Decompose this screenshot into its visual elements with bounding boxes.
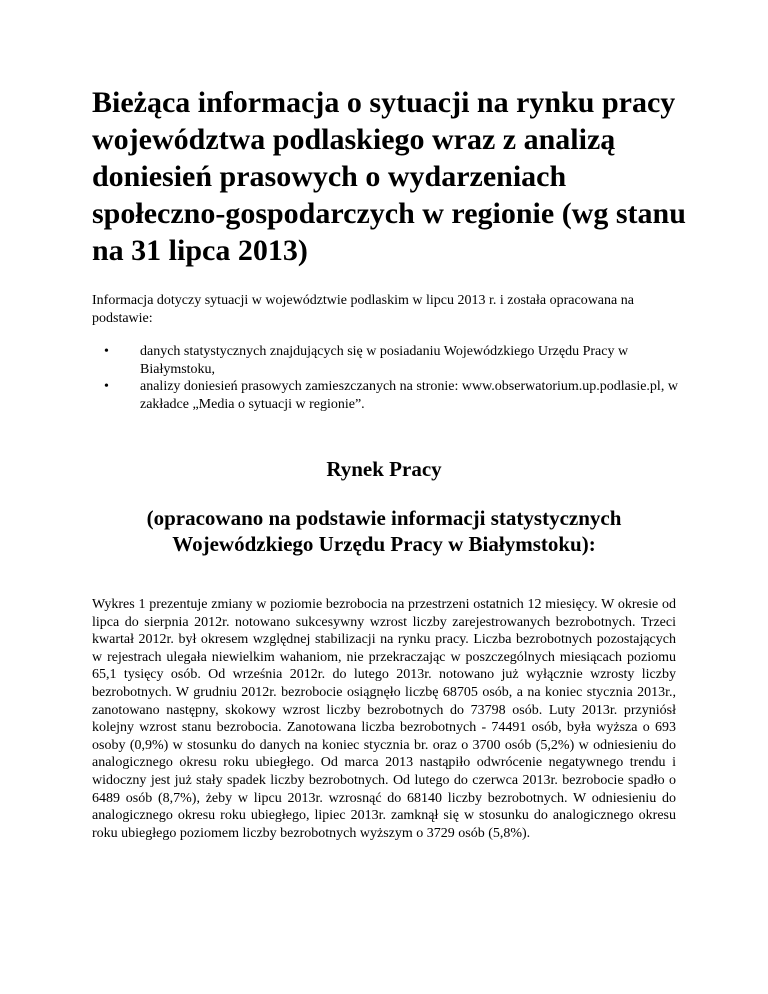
source-list [92, 343, 692, 413]
bullet-icon: • [104, 379, 109, 394]
list-item [92, 378, 692, 413]
bullet-icon: • [104, 344, 109, 359]
list-item-text: analizy doniesień prasowych zamieszczanych na stronie: www.obserwatorium.up.podlasie.pl, w zakładce „Media o sytuacji w regionie”. [140, 379, 678, 412]
document-title: Bieżąca informacja o sytuacji na rynku pracy województwa podlaskiego wraz z analizą doniesień prasowych o wydarzeniach społeczno-gospodarczych w regionie (wg stanu na 31 lipca 2013) [92, 86, 686, 267]
list-item-text: danych statystycznych znajdujących się w posiadaniu Wojewódzkiego Urzędu Pracy w Białymstoku, [140, 344, 629, 377]
list-item [92, 343, 692, 378]
intro-paragraph: Informacja dotyczy sytuacji w województwie podlaskim w lipcu 2013 r. i została opracowana na podstawie: [92, 293, 634, 326]
body-paragraph: Wykres 1 prezentuje zmiany w poziomie bezrobocia na przestrzeni ostatnich 12 miesięcy. W okresie od lipca do sierpnia 2012r. notowano sukcesywny wzrost liczby zarejestrowanych bezrobotnych. Trzeci kwartał 2012r. był okresem względnej stabilizacji na rynku pracy. Liczba bezrobotnych pozostających w rejestrach ulegała niewielkim wahaniom, nie przekraczając w poszczególnych miesiącach poziomu 65,1 tysięcy osób. Od września 2012r. do lutego 2013r. notowano już wyłącznie wzrosty liczby bezrobotnych. W grudniu 2012r. bezrobocie osiągnęło liczbę 68705 osób, a na koniec stycznia 2013r., zanotowano następny, skokowy wzrost liczby bezrobotnych do 73798 osób. Luty 2013r. przyniósł kolejny wzrost stanu bezrobocia. Zanotowana liczba bezrobotnych - 74491 osób, była wyższa o 693 osoby (0,9%) w stosunku do danych na koniec stycznia br. oraz o 3700 osób (5,2%) w odniesieniu do analogicznego okresu roku ubiegłego. Od marca 2013 nastąpiło odwrócenie negatywnego trendu i widoczny jest już stały spadek liczby bezrobotnych. Od lutego do czerwca 2013r. bezrobocie spadło o 6489 osób (8,7%), żeby w lipcu 2013r. wzrosnąć do 68140 liczby bezrobotnych. W odniesieniu do analogicznego okresu roku ubiegłego, lipiec 2013r. zamknął się w stosunku do analogicznego okresu roku ubiegłego poziomem liczby bezrobotnych wyższym o 3729 osób (5,8%). [92, 597, 676, 841]
section-title: Rynek Pracy [326, 457, 442, 481]
section-subtitle: (opracowano na podstawie informacji statystycznych Wojewódzkiego Urzędu Pracy w Białymstoku): [146, 506, 622, 556]
